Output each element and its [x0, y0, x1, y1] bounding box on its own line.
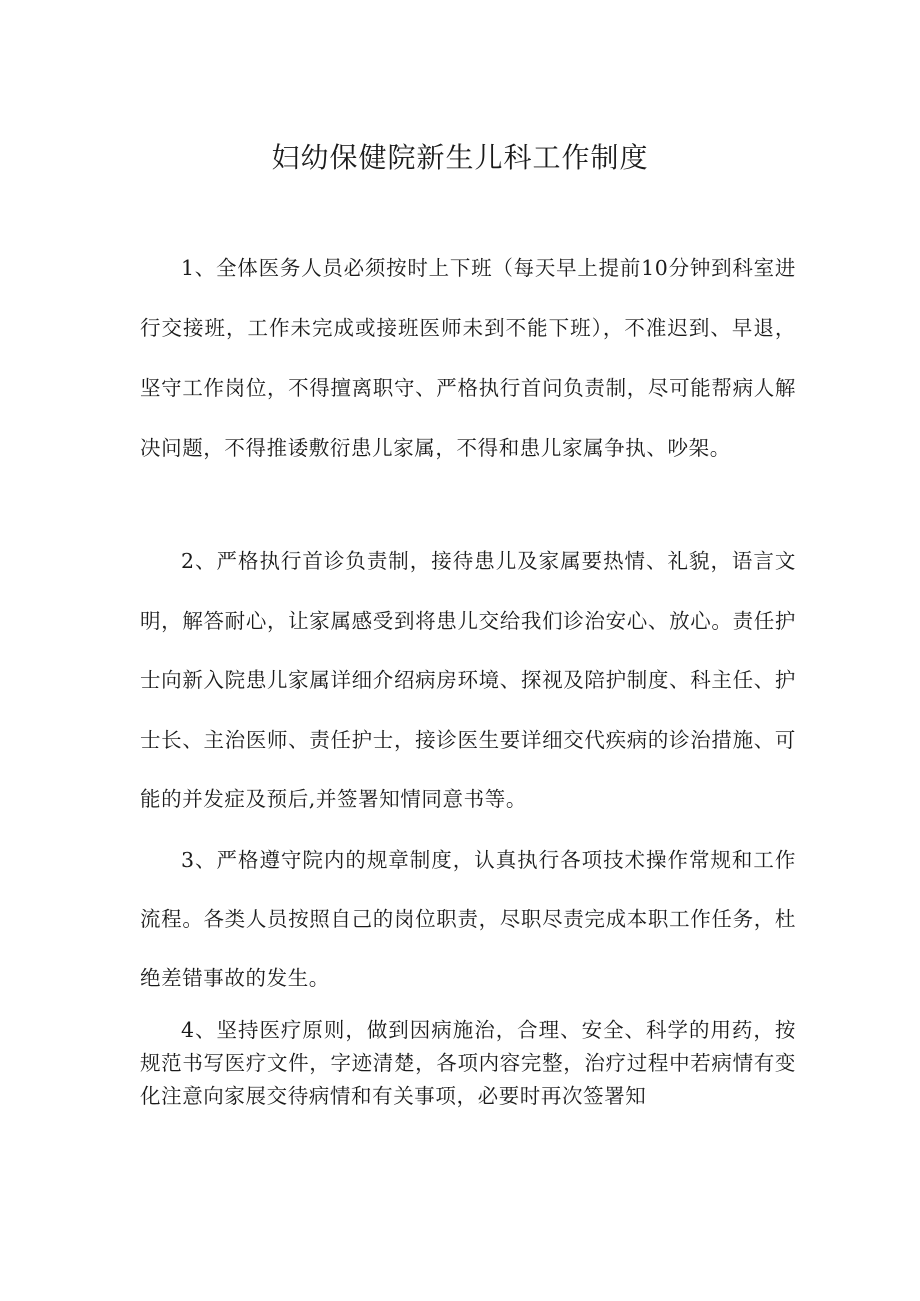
- paragraph-3: 3、严格遵守院内的规章制度，认真执行各项技术操作常规和工作流程。各类人员按照自己的岗位职责，尽职尽责完成本职工作任务，杜绝差错事故的发生。: [140, 848, 796, 990]
- paragraph-1: 1、全体医务人员必须按时上下班（每天早上提前10分钟到科室进行交接班，工作未完成或接班医师未到不能下班），不准迟到、早退，坚守工作岗位，不得擅离职守、严格执行首问负责制，尽可能帮病人解决问题，不得推诿敷衍患儿家属，不得和患儿家属争执、吵架。: [140, 256, 796, 460]
- document-title: 妇幼保健院新生儿科工作制度: [271, 141, 649, 174]
- paragraph-4: 4、坚持医疗原则，做到因病施治，合理、安全、科学的用药，按规范书写医疗文件，字迹清楚，各项内容完整，治疗过程中若病情有变化注意向家展交待病情和有关事项，必要时再次签署知: [140, 1018, 796, 1108]
- paragraph-2: 2、严格执行首诊负责制，接待患儿及家属要热情、礼貌，语言文明，解答耐心，让家属感受到将患儿交给我们诊治安心、放心。责任护士向新入院患儿家属详细介绍病房环境、探视及陪护制度、科主任、护士长、主治医师、责任护士，接诊医生要详细交代疾病的诊治措施、可能的并发症及预后,并签署知情同意书等。: [140, 549, 796, 811]
